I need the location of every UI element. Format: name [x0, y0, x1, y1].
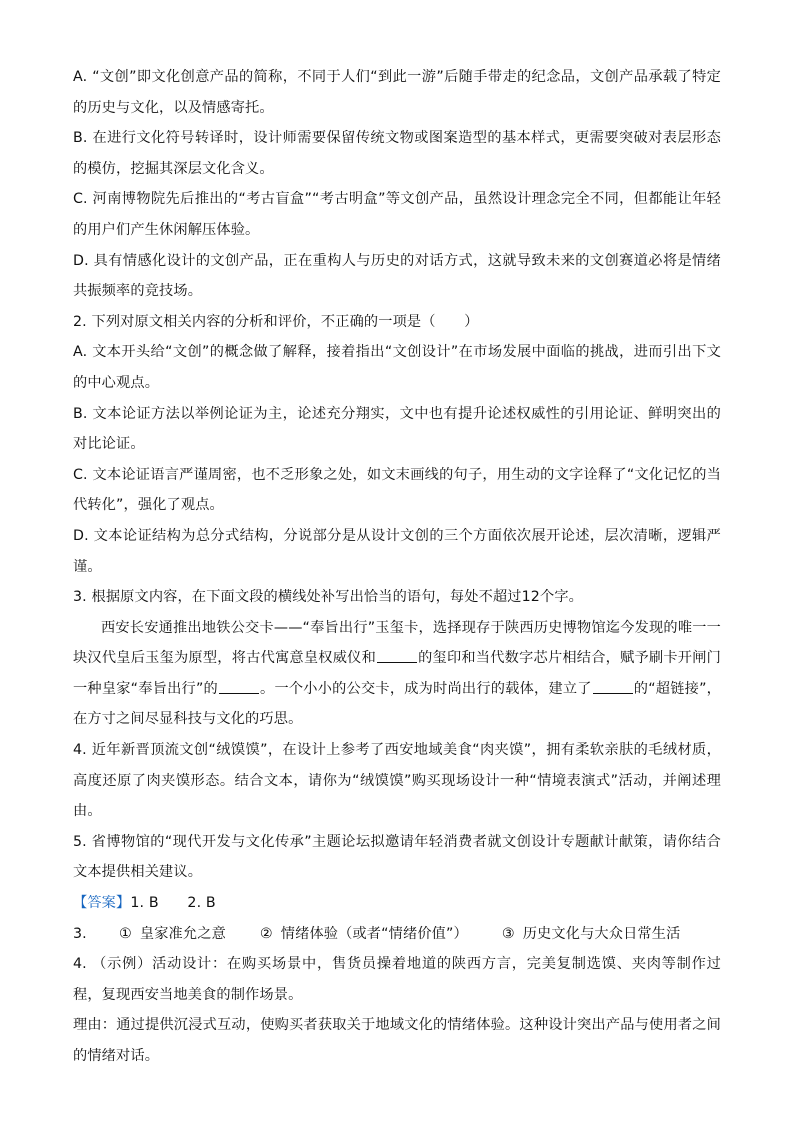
answer-line-1	[73, 888, 721, 919]
q5-stem: 5. 省博物馆的“现代开发与文化传承”主题论坛拟邀请年轻消费者就文创设计专题献计献策，请你结合文本提供相关建议。	[73, 833, 721, 881]
answer-tag: 【答案】	[73, 895, 131, 912]
circled-number: ③	[501, 925, 515, 942]
answer-q3	[73, 919, 721, 950]
passage-text: 的“超链接”，在方寸之间尽显科技与文化的巧思。	[73, 680, 721, 728]
option-text: “文创”即文化创意产品的简称，不同于人们“到此一游”后随手带走的纪念品，文创产品承载了特定的历史与文化，以及情感寄托。	[73, 69, 721, 116]
option-letter: B.	[73, 130, 88, 147]
q2-option-d	[73, 521, 721, 582]
answer-item-2	[260, 919, 468, 950]
option-text: 具有情感化设计的文创产品，正在重构人与历史的对话方式，这就导致未来的文创赛道必将是情绪共振频率的竞技场。	[73, 252, 721, 300]
q1-option-a	[73, 62, 721, 123]
q2-stem: 2. 下列对原文相关内容的分析和评价，不正确的一项是（ ）	[73, 313, 479, 330]
answer-text: 皇家准允之意	[139, 925, 226, 942]
q3-stem: 3. 根据原文内容，在下面文段的横线处补写出恰当的语句，每处不超过12个字。	[73, 589, 583, 606]
option-text: 文本论证语言严谨周密，也不乏形象之处，如文末画线的句子，用生动的文字诠释了“文化记忆的当代转化”，强化了观点。	[73, 466, 721, 514]
answer-q4-design: 4. （示例）活动设计：在购买场景中，售货员操着地道的陕西方言，完美复制选馍、夹肉等制作过程，复现西安当地美食的制作场景。	[73, 956, 721, 1003]
passage-text: 。一个小小的公交卡，成为时尚出行的载体，建立了	[259, 680, 592, 697]
option-letter: A.	[73, 344, 88, 361]
option-text: 文本论证结构为总分式结构，分说部分是从设计文创的三个方面依次展开论述，层次清晰，逻辑严谨。	[73, 527, 721, 575]
answer-text: 情绪体验（或者“情绪价值”）	[280, 925, 468, 942]
q1-option-c	[73, 184, 721, 245]
answer-item-3	[502, 919, 681, 950]
option-text: 河南博物院先后推出的“考古盲盒”“考古明盒”等文创产品，虽然设计理念完全不同，但都能让年轻的用户们产生休闲解压体验。	[73, 191, 721, 238]
option-letter: D.	[73, 527, 89, 544]
q1-option-d	[73, 246, 721, 307]
option-letter: A.	[73, 69, 88, 85]
circled-number: ②	[259, 925, 273, 942]
answer-text: 1. B 2. B	[130, 895, 216, 912]
q4-stem: 4. 近年新晋顶流文创“绒馍馍”，在设计上参考了西安地域美食“肉夹馍”，拥有柔软亲肤的毛绒材质，高度还原了肉夹馍形态。结合文本，请你为“绒馍馍”购买现场设计一种“情境表演式”活动，并阐述理由。	[73, 742, 721, 820]
passage-text: 的玺印和当代数字芯片相结合，赋予刷卡开闸门一种皇家“奉旨出行”的	[73, 650, 721, 697]
q2-option-c	[73, 460, 721, 521]
document-page	[73, 62, 721, 1072]
fill-blank-1	[377, 647, 417, 663]
option-text: 文本论证方法以举例论证为主，论述充分翔实，文中也有提升论述权威性的引用论证、鲜明突出的对比论证。	[73, 405, 721, 453]
option-letter: C.	[73, 191, 88, 208]
passage-text: 西安长安通推出地铁公交卡——“奉旨出行”玉玺卡，选择现存于陕西历史博物馆迄今发现的唯一一块汉代皇后玉玺为原型，将古代寓意皇权威仪和	[73, 619, 721, 667]
fill-blank-3	[593, 678, 633, 694]
q3-passage	[73, 613, 721, 735]
circled-number: ①	[119, 925, 132, 942]
fill-blank-2	[219, 678, 259, 694]
answer-item-1	[119, 919, 226, 950]
option-text: 在进行文化符号转译时，设计师需要保留传统文物或图案造型的基本样式，更需要突破对表层形态的模仿，挖掘其深层文化含义。	[73, 130, 721, 177]
q1-option-b	[73, 123, 721, 184]
option-text: 文本开头给“文创”的概念做了解释，接着指出“文创设计”在市场发展中面临的挑战，进而引出下文的中心观点。	[73, 344, 721, 391]
option-letter: D.	[73, 252, 89, 269]
answer-number: 3.	[73, 925, 87, 942]
answer-q4-reason: 理由：通过提供沉浸式互动，使购买者获取关于地域文化的情绪体验。这种设计突出产品与使用者之间的情绪对话。	[73, 1017, 721, 1064]
q2-option-b	[73, 399, 721, 460]
option-letter: C.	[73, 466, 88, 483]
q2-option-a	[73, 337, 721, 398]
answer-text: 历史文化与大众日常生活	[522, 925, 681, 942]
option-letter: B.	[73, 405, 88, 422]
